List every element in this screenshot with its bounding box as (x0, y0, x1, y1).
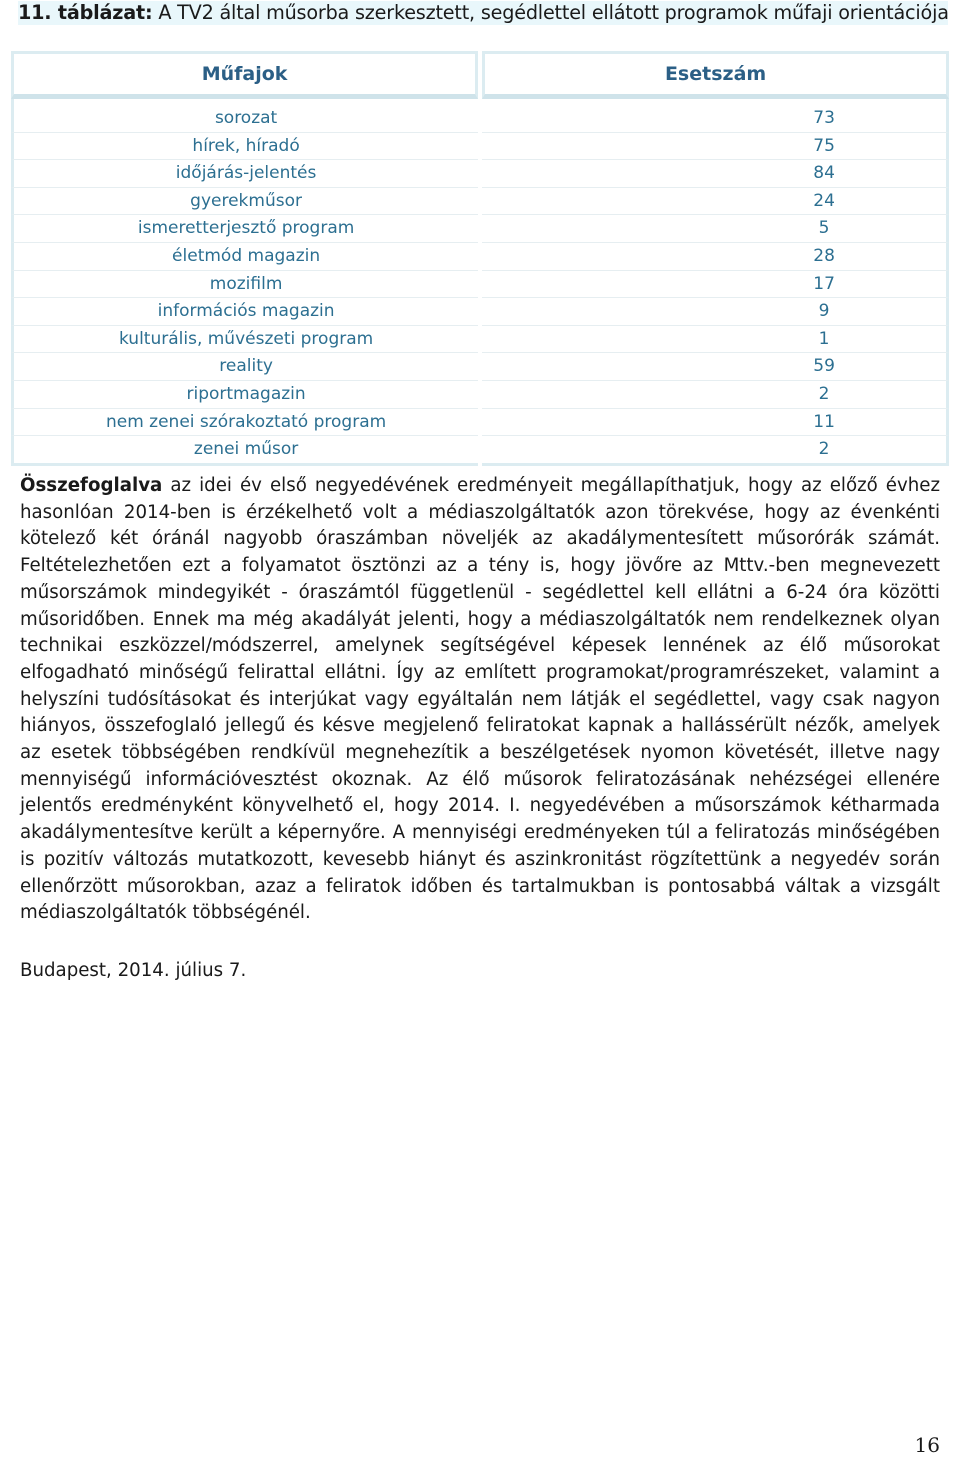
table-row (11, 271, 949, 299)
count-value: 17 (813, 273, 835, 294)
place-date: Budapest, 2014. július 7. (20, 960, 247, 981)
genre-cell: hírek, híradó (11, 133, 478, 161)
count-value: 2 (818, 383, 830, 404)
genre-cell: riportmagazin (11, 381, 478, 409)
caption-text: A TV2 által műsorba szerkesztett, segédlettel ellátott programok műfaji orientációja (152, 1, 949, 24)
caption-number: 11. táblázat: (18, 1, 153, 24)
count-cell (482, 215, 949, 243)
genre-cell: információs magazin (11, 298, 478, 326)
genre-table (7, 51, 953, 466)
genre-cell: sorozat (11, 99, 478, 133)
genre-cell: zenei műsor (11, 436, 478, 466)
count-cell (482, 326, 949, 354)
count-cell (482, 188, 949, 216)
table-row (11, 99, 949, 133)
table-caption (18, 1, 948, 25)
table-row (11, 436, 949, 466)
count-value: 1 (818, 328, 830, 349)
count-value: 11 (813, 411, 835, 432)
header-count: Esetszám (482, 51, 949, 99)
page-number: 16 (914, 1433, 940, 1457)
table-row (11, 326, 949, 354)
count-cell (482, 436, 949, 466)
count-value: 73 (813, 108, 835, 128)
count-value: 24 (813, 190, 835, 211)
table-row (11, 409, 949, 437)
count-cell (482, 381, 949, 409)
count-value: 59 (813, 356, 835, 377)
summary-lead: Összefoglalva (20, 475, 163, 496)
table-row (11, 188, 949, 216)
count-value: 9 (818, 301, 830, 322)
genre-cell: életmód magazin (11, 243, 478, 271)
count-cell (482, 271, 949, 299)
count-cell (482, 99, 949, 133)
count-value: 84 (813, 163, 835, 184)
header-genres: Műfajok (11, 51, 478, 99)
genre-cell: kulturális, művészeti program (11, 326, 478, 354)
genre-cell: időjárás-jelentés (11, 160, 478, 188)
count-cell (482, 160, 949, 188)
table-row (11, 160, 949, 188)
table-row (11, 215, 949, 243)
genre-cell: ismeretterjesztő program (11, 215, 478, 243)
table-row (11, 133, 949, 161)
count-value: 2 (818, 439, 830, 460)
table-row (11, 353, 949, 381)
count-cell (482, 353, 949, 381)
count-cell (482, 298, 949, 326)
genre-cell: nem zenei szórakoztató program (11, 409, 478, 437)
count-value: 5 (818, 218, 830, 239)
count-value: 28 (813, 245, 835, 266)
table-row (11, 381, 949, 409)
genre-cell: reality (11, 353, 478, 381)
count-cell (482, 243, 949, 271)
count-cell (482, 133, 949, 161)
summary-text: az idei év első negyedévének eredményeit megállapíthatjuk, hogy az előző évhez hasonlóan 2014-ben is érzékelhető volt a médiaszolgáltatók azon törekvése, hogy az évenkénti kötelező két óránál nagyobb óraszámban növeljék az akadálymentesített műsorórák számát. Feltételezhetően ezt a folyamatot ösztönzi az a tény is, hogy jövőre az Mttv.-ben megnevezett műsorszámok mindegyikét - óraszámtól függetlenül - segédlettel kell ellátni a 6-24 óra közötti műsoridőben. Ennek ma még akadályát jelenti, hogy a médiaszolgáltatók nem rendelkeznek olyan technikai eszközzel/módszerrel, amelynek segítségével képesek lennének az élő műsorokat elfogadható minőségű felirattal ellátni. Így az említett programokat/programrészeket, valamint a helyszíni tudósításokat és interjúkat vagy egyáltalán nem látják el segédlettel, vagy csak nagyon hiányos, összefoglaló jellegű és késve megjelenő feliratokat kapnak a hallássérült nézők, amelyek az esetek többségében rendkívül megnehezítik a beszélgetések nyomon követését, illetve nagy mennyiségű információvesztést okoznak. Az élő műsorok feliratozásának nehézségei ellenére jelentős eredményként könyvelhető el, hogy 2014. I. negyedévében a műsorszámok kétharmada akadálymentesítve került a képernyőre. A mennyiségi eredményeken túl a feliratozás minőségében is pozitív változás mutatkozott, kevesebb hiányt és aszinkronitást rögzítettünk a negyedév során ellenőrzött műsorokban, azaz a feliratok időben és tartalmukban is pontosabbá váltak a vizsgált médiaszolgáltatók többségénél. (20, 475, 940, 924)
genre-cell: mozifilm (11, 271, 478, 299)
table-row (11, 298, 949, 326)
count-cell (482, 409, 949, 437)
summary-paragraph (20, 473, 940, 927)
genre-cell: gyerekműsor (11, 188, 478, 216)
table-row (11, 243, 949, 271)
count-value: 75 (813, 135, 835, 156)
